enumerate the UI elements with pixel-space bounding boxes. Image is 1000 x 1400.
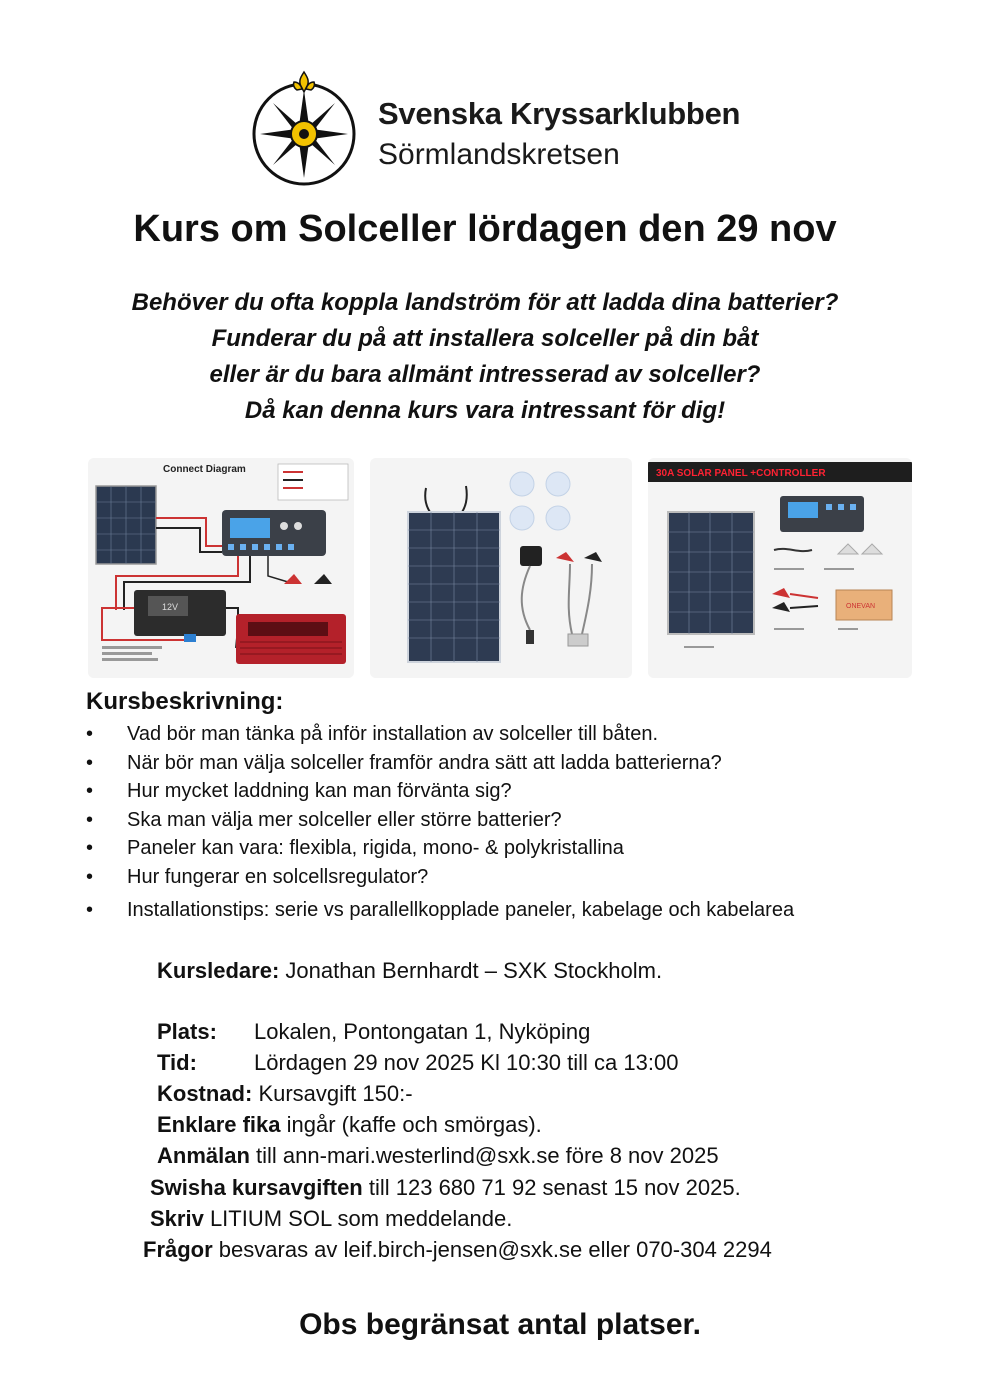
list-item bbox=[86, 777, 906, 806]
swish-value: till 123 680 71 92 senast 15 nov 2025. bbox=[362, 1175, 741, 1200]
flexible-panel-image bbox=[370, 458, 632, 678]
connect-diagram-image bbox=[88, 458, 354, 678]
course-topics-list bbox=[86, 720, 906, 923]
signup-value: till ann-mari.westerlind@sxk.se före 8 nov 2025 bbox=[249, 1143, 719, 1168]
place-label: Plats: bbox=[157, 1019, 217, 1044]
fika-value: ingår (kaffe och smörgas). bbox=[280, 1112, 542, 1137]
brand-label: ONEVAN bbox=[846, 603, 876, 610]
org-name: Svenska Kryssarklubben bbox=[378, 96, 741, 131]
course-leader bbox=[157, 958, 662, 984]
course-message bbox=[150, 1206, 512, 1232]
course-time bbox=[157, 1050, 678, 1076]
swish-label: Swisha kursavgiften bbox=[150, 1175, 363, 1200]
place-value: Lokalen, Pontongatan 1, Nyköping bbox=[254, 1019, 591, 1044]
list-item bbox=[86, 863, 906, 892]
intro-line: Funderar du på att installera solceller på din båt bbox=[211, 325, 759, 352]
course-cost bbox=[157, 1081, 413, 1107]
leader-label: Kursledare: bbox=[157, 958, 280, 983]
time-value: Lördagen 29 nov 2025 Kl 10:30 till ca 13:00 bbox=[254, 1050, 679, 1075]
questions-label: Frågor bbox=[143, 1237, 213, 1262]
list-item-text: Ska man välja mer solceller eller större batterier? bbox=[127, 808, 562, 831]
course-description-heading: Kursbeskrivning: bbox=[86, 688, 284, 715]
list-item bbox=[86, 720, 906, 749]
list-item-text: Hur mycket laddning kan man förvänta sig? bbox=[127, 780, 512, 802]
course-questions bbox=[143, 1237, 772, 1263]
org-subtitle: Sörmlandskretsen bbox=[378, 138, 620, 171]
list-item bbox=[86, 834, 906, 863]
cost-value: Kursavgift 150:- bbox=[252, 1081, 413, 1106]
cost-label: Kostnad: bbox=[157, 1081, 253, 1106]
list-item-text: Installationstips: serie vs parallellkopplade paneler, kabelage och kabelarea bbox=[127, 899, 795, 921]
list-item bbox=[86, 897, 906, 923]
list-item-text: När bör man välja solceller framför andra sätt att ladda batterierna? bbox=[127, 751, 722, 774]
course-place bbox=[157, 1019, 590, 1045]
write-value: LITIUM SOL som meddelande. bbox=[203, 1206, 513, 1231]
course-swish bbox=[150, 1175, 741, 1201]
signup-label: Anmälan bbox=[157, 1143, 250, 1168]
intro-text bbox=[0, 285, 970, 429]
time-label: Tid: bbox=[157, 1050, 197, 1075]
write-label: Skriv bbox=[150, 1206, 204, 1231]
diagram-title: Connect Diagram bbox=[163, 464, 246, 475]
intro-line: Då kan denna kurs vara intressant för dig! bbox=[244, 397, 726, 424]
bullet: • bbox=[86, 751, 94, 774]
list-item-text: Hur fungerar en solcellsregulator? bbox=[127, 865, 429, 888]
course-signup bbox=[157, 1143, 719, 1169]
bullet: • bbox=[86, 837, 94, 859]
bullet: • bbox=[86, 808, 94, 831]
limited-seats-notice: Obs begränsat antal platser. bbox=[299, 1308, 701, 1341]
solar-kit-image bbox=[648, 458, 912, 678]
intro-line: Behöver du ofta koppla landström för att ladda dina batterier? bbox=[131, 289, 839, 316]
kit-banner: 30A SOLAR PANEL +CONTROLLER bbox=[656, 468, 826, 479]
sxk-logo bbox=[248, 70, 360, 188]
list-item-text: Paneler kan vara: flexibla, rigida, mono- & polykristallina bbox=[127, 837, 624, 859]
intro-line: eller är du bara allmänt intresserad av solceller? bbox=[209, 361, 761, 388]
course-fika bbox=[157, 1112, 542, 1138]
fika-label: Enklare fika bbox=[157, 1112, 281, 1137]
list-item bbox=[86, 749, 906, 778]
battery-label: 12V bbox=[162, 602, 179, 612]
bullet: • bbox=[86, 865, 94, 888]
list-item-text: Vad bör man tänka på inför installation av solceller till båten. bbox=[127, 723, 659, 745]
bullet: • bbox=[86, 899, 94, 921]
list-item bbox=[86, 806, 906, 835]
page-title: Kurs om Solceller lördagen den 29 nov bbox=[133, 208, 837, 250]
bullet: • bbox=[86, 780, 94, 802]
bullet: • bbox=[86, 723, 94, 745]
leader-value: Jonathan Bernhardt – SXK Stockholm. bbox=[279, 958, 663, 983]
questions-value: besvaras av leif.birch-jensen@sxk.se eller 070-304 2294 bbox=[212, 1237, 772, 1262]
